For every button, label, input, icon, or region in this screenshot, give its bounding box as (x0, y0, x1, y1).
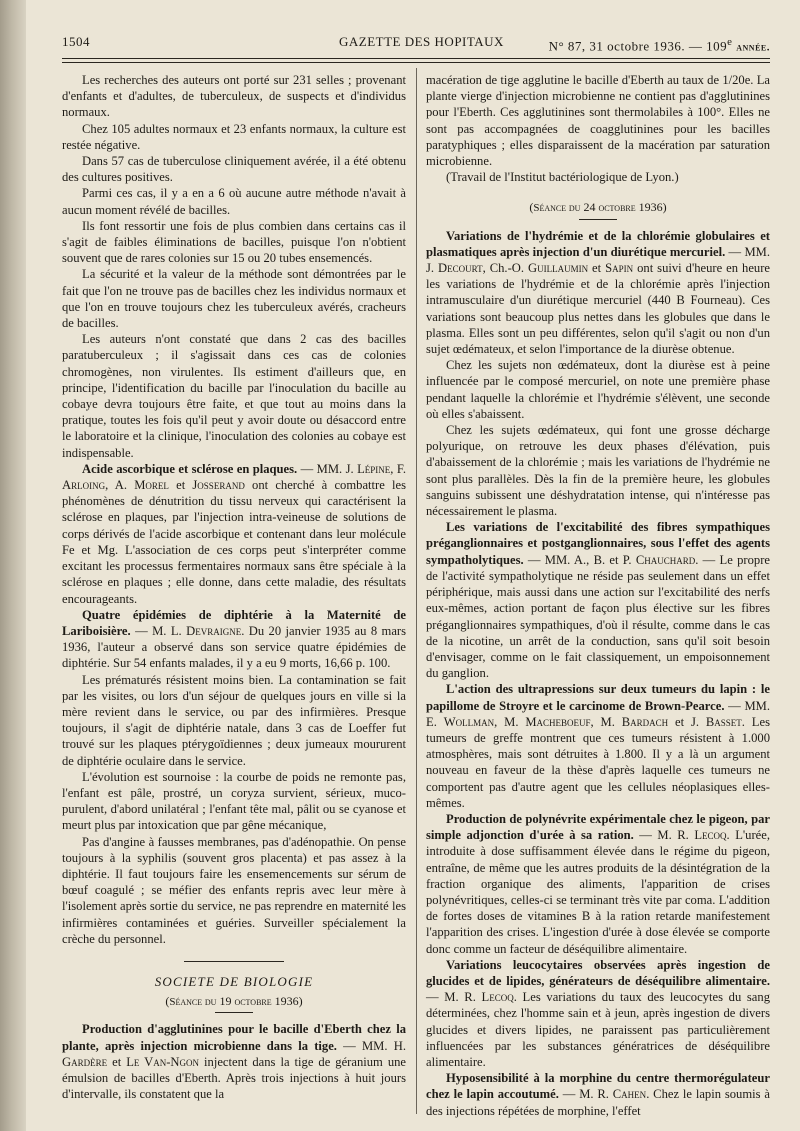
page-number: 1504 (62, 34, 90, 49)
session-label: Séance du (169, 996, 217, 1009)
article-morphine (426, 1070, 770, 1119)
running-header (62, 30, 770, 54)
authors-text: , Ch.-O. (482, 261, 528, 276)
author-name: Bardach (621, 714, 669, 729)
header-rule-top (62, 58, 770, 59)
paragraph: Chez 105 adultes normaux et 23 enfants normaux, la culture est restée négative. (62, 121, 406, 152)
article-title: Variations de l'hydrémie et de la chlorémie globulaires et plasmatiques après injection d'un diurétique mercuriel. (426, 228, 770, 259)
author-name: Cahen (612, 1087, 647, 1102)
article-title: Quatre épidémies de diphtérie à la Maternité de Lariboisière. (62, 607, 406, 638)
session-day: 19 (216, 994, 235, 1009)
article-body: ont cherché à combattre les phénomènes de dénutrition du tissu nerveux qui caractérisent la sclérose en plaques, par l'injection intra-veineuse de solutions de corps dérivés de l'acide ascorbique et contenant dans leur molécule Fe et Mg. L'association de ces corps peut s'interpréter comme excitant les processus fermentaires normaux sans être spéciale à la sclérose en plaques ; elle donne, dans cette maladie, des résultats encourageants. (62, 478, 406, 606)
paragraph: Parmi ces cas, il y a en a 6 où aucune autre méthode n'avait à aucun moment révélé de bacilles. (62, 186, 406, 217)
author-name: Lecoq (694, 828, 727, 843)
article-leukocytes (426, 957, 770, 1070)
author-name: Guillaumin (527, 261, 589, 276)
author-name: Wollman (443, 714, 495, 729)
author-name: Macheboeuf (525, 714, 591, 729)
paragraph: Chez les sujets œdémateux, qui font une grosse décharge polyurique, on retrouve les deux phases d'élévation, puis d'abaissement de la chlorémie ; mais les variations de l'hydrémie ne sont plus parallèles. Dès la fin de la première heure, les globules sanguins subissent une déshydratation intense, qui n'intéresse pas nécessairement le plasma. (426, 423, 770, 519)
paragraph: Chez les sujets non œdémateux, dont la diurèse est à peine influencée par le composé mercuriel, on note une première phase pendant laquelle la chlorémie et l'hydrémie s'élèvent, une seconde où elles s'abaissent. (426, 358, 770, 421)
page-binding-shadow (0, 0, 26, 1131)
author-name: Chauchard (635, 552, 696, 567)
article-body: . Du 20 janvier 1935 au 8 mars 1936, l'auteur a observé dans son service quatre épidémies de diphtérie. Sur 54 enfants malades, il y a eu 9 morts, 16,66 p. 100. (62, 623, 407, 671)
left-column (62, 72, 406, 1102)
article-title: Variations leucocytaires observées après ingestion de glucides et de lipides, générateurs de déséquilibre alimentaire. (426, 957, 770, 988)
authors-text: — MM. J. (297, 461, 358, 476)
session-paren: ( (165, 994, 170, 1009)
authors-text: , F. (390, 461, 406, 476)
society-heading: SOCIETE DE BIOLOGIE (154, 973, 314, 989)
article-body: . — Le propre de l'activité sympatholytique ne réside pas seulement dans un effet périphérique, mais aussi dans une action sur l'excitabilité des nerfs eux-mêmes, action portant de façon plus élective sur les fibres préganglionnaires sympathiques, d'où il résulte, comme dans le cas de la nicotine, un arrêt de la conduction, sans qu'il soit besoin d'envisager, comme on le fait classiquement, un empoisonnement du ganglion. (426, 552, 770, 681)
session-label: Séance du (533, 202, 581, 215)
authors-text: et (107, 1054, 127, 1069)
authors-text: , A. (105, 478, 135, 493)
authors-text: — MM. E. (426, 698, 770, 729)
author-name: Sapin (605, 261, 634, 276)
paragraph: Ils font ressortir une fois de plus combien dans certains cas il s'agit de faibles éliminations de bacilles, puisque l'on n'obtient souvent que de rares colonies sur 15 ou 20 tubes ensemencés. (62, 218, 406, 266)
article-body: . Les tumeurs de greffe montrent que ces tumeurs résistent à 1.000 atmosphères, mais sont détruites à 1.800. Il y a là un argument nouveau en faveur de la thèse d'après laquelle ces tumeurs ne comportent pas d'autre agent que les cellules néoplasiques elles-mêmes. (426, 714, 770, 810)
short-divider (215, 1012, 253, 1013)
article-body: injectent dans la tige de géranium une émulsion de bacilles d'Eberth. Après trois injections à huit jours d'intervalle, ils constatent que la (62, 1054, 406, 1102)
author-name: Morel (134, 478, 169, 493)
article-title: Acide ascorbique et sclérose en plaques. (82, 461, 298, 476)
authors-text: — M. L. (130, 623, 187, 638)
paragraph: Pas d'angine à fausses membranes, pas d'adénopathie. On pense toujours à la syphilis (souvent gros placenta) et pas assez à la diphtérie. Il faut toujours faire les ensemencements sur sérum de bœuf coagulé ; se méfier des enfants repris avec leur mère à l'isolement après sortie du service, ne pas reprendre en maternité les infirmières contaminées et guéries. Surveiller spécialement la crèche du personnel. (62, 834, 406, 946)
article-diphtheria (62, 607, 406, 672)
authors-text: , M. (494, 714, 526, 729)
session-year: 1936) (271, 994, 303, 1009)
author-name: Gardère (62, 1054, 108, 1069)
authors-text: et (168, 478, 193, 493)
journal-title: GAZETTE DES HOPITAUX (339, 34, 504, 49)
session-date (62, 993, 406, 1010)
short-divider (579, 219, 617, 220)
authors-text: — M. R. (426, 990, 482, 1005)
paragraph: macération de tige agglutine le bacille d'Eberth au taux de 1/20e. La plante vierge d'injection microbienne ne contient pas d'agglutinines pour l'Eberth. Ces agglutinines sont thermolabiles à 100°. Elles ne sont pas accompagnées de coagglutinines pour les bacilles paratyphiques ; elles disparaissent de la macération par saturation microbienne. (426, 73, 770, 169)
authors-text: — MM. J. (426, 244, 770, 276)
issue-info (549, 30, 770, 59)
authors-text: , M. (590, 714, 622, 729)
article-title: L'action des ultrapressions sur deux tumeurs du lapin : le papillome de Stroyre et le carcinome de Brown-Pearce. (426, 682, 770, 713)
article-body: . Chez le lapin soumis à des injections répétées de morphine, l'effet (426, 1087, 770, 1118)
article-title: Production d'agglutinines pour le bacille d'Eberth chez la plante, après injection microbienne dans la tige. (62, 1022, 406, 1053)
article-polyneuritis (426, 811, 770, 957)
authors-text: — M. R. (558, 1087, 613, 1102)
article-ultrapressions (426, 681, 770, 811)
issue-number-date: N° 87, 31 octobre 1936. — 109 (548, 38, 728, 54)
author-name: Arloing (62, 478, 106, 493)
article-title: Hyposensibilité à la morphine du centre thermorégulateur chez le lapin accoutumé. (426, 1071, 770, 1102)
authors-text: — M. R. (633, 828, 695, 843)
paragraph: L'évolution est sournoise : la courbe de poids ne remonte pas, l'enfant est pâle, prostré, un coryza survient, sérieux, muco-purulent, d'abord unilatéral ; l'enfant tête mal, pâlit ou se cyanose et meurt plus par intoxication que par gêne mécanique, (62, 769, 406, 833)
article-ascorbic-acid (62, 461, 406, 607)
authors-text: — MM. H. (336, 1038, 406, 1053)
right-column (426, 72, 770, 1119)
article-hydremia (426, 228, 770, 358)
article-agglutinins (62, 1021, 406, 1102)
header-rule-bottom (62, 62, 770, 63)
author-name: Josserand (192, 478, 245, 493)
author-name: Decourt (438, 261, 483, 276)
paragraph: Les recherches des auteurs ont porté sur 231 selles ; provenant d'enfants et d'adultes, de tuberculeux, de suspects et d'individus normaux. (62, 73, 406, 120)
article-title: Les variations de l'excitabilité des fibres sympathiques préganglionnaires et postganglionnaires, sous l'effet des agents sympatholytiques. (426, 520, 770, 567)
session-day: 24 (580, 200, 599, 215)
section-divider (184, 961, 284, 962)
article-body: . L'urée, introduite à dose suffisamment élevée dans le régime du pigeon, entraîne, de même que les autres produits de la désintégration de la fraction organique des aliments, l'apparition de crises polynévritiques, celles-ci se terminant très vite par coma. L'addition de fortes doses de vitamines B à la ration retarde manifestement l'apparition des crises. L'ingestion d'urée à dose élevée se comporte donc comme un facteur de déséquilibre alimentaire. (426, 828, 770, 956)
issue-year-label: année. (736, 41, 770, 54)
author-name: Devraigne (186, 623, 242, 638)
paragraph: Les auteurs n'ont constaté que dans 2 cas des bacilles paratuberculeux ; il s'agissait dans ces cas de colonies chromogènes, non virulentes. Ils estiment d'ailleurs que, en principe, l'identification du bacille par l'inoculation du bacille au cobaye devra toujours être faite, et que tout au moins dans la pratique, toutes les fois qu'il peut y avoir doute ou désaccord entre le laboratoire et la clinique, l'inoculation des colonies au cobaye est indispensable. (62, 332, 406, 460)
session-year: 1936) (635, 200, 667, 215)
session-paren: ( (529, 200, 534, 215)
article-body: . Les variations du taux des leucocytes du sang déterminées, chez l'homme sain et à jeun, après ingestion de divers glucides et divers lipides, ne paraissent pas particulièrement influencées par les substances génératrices de déséquilibre alimentaire. (426, 990, 770, 1069)
session-month: octobre (598, 202, 636, 215)
author-name: Le Van-Ngon (126, 1054, 200, 1069)
paragraph: (Travail de l'Institut bactériologique de Lyon.) (446, 170, 679, 185)
author-name: Basset (705, 714, 742, 729)
article-title: Production de polynévrite expérimentale chez le pigeon, par simple adjonction d'urée à sa ration. (426, 811, 770, 843)
session-month: octobre (234, 996, 272, 1009)
authors-text: et J. (668, 714, 706, 729)
authors-text: — MM. A., B. et P. (523, 552, 636, 567)
issue-superscript: e (727, 36, 733, 48)
authors-text: et (588, 261, 606, 276)
author-name: Lecoq (481, 990, 514, 1005)
column-divider (416, 68, 417, 1114)
article-body: ont suivi d'heure en heure les variations de l'hydrémie et de la chlorémie après l'injection intramusculaire d'un diurétique mercuriel (440 B Fourneau). Ces variations sont beaucoup plus nettes dans les globules que dans le plasma. Elles sont un peu différentes, selon qu'il s'agit ou non d'un sujet œdémateux, et selon l'importance de la diurèse obtenue. (426, 261, 770, 357)
paragraph: La sécurité et la valeur de la méthode sont démontrées par le fait que l'on ne trouve pas de bacilles chez les individus normaux et que l'on en trouve toujours chez les tuberculeux avérés, cracheurs de bacilles. (62, 267, 406, 331)
paragraph: Dans 57 cas de tuberculose cliniquement avérée, il a été obtenu des cultures positives. (62, 154, 406, 185)
author-name: Lépine (357, 461, 391, 476)
session-date (426, 199, 770, 216)
article-sympathetic-fibres (426, 519, 770, 681)
paragraph: Les prématurés résistent moins bien. La contamination se fait par les visites, ou lors d'un séjour de quelques jours en ville si la mère revient dans le service, ou par des infirmières. Presque toujours, il s'agit de diphtérie natale, dans 3 cas de Loeffer fut trouvé sur les plaques ptérygoïdiennes ; deux jumeaux moururent de diphtérie oculaire dans le service. (62, 672, 406, 768)
